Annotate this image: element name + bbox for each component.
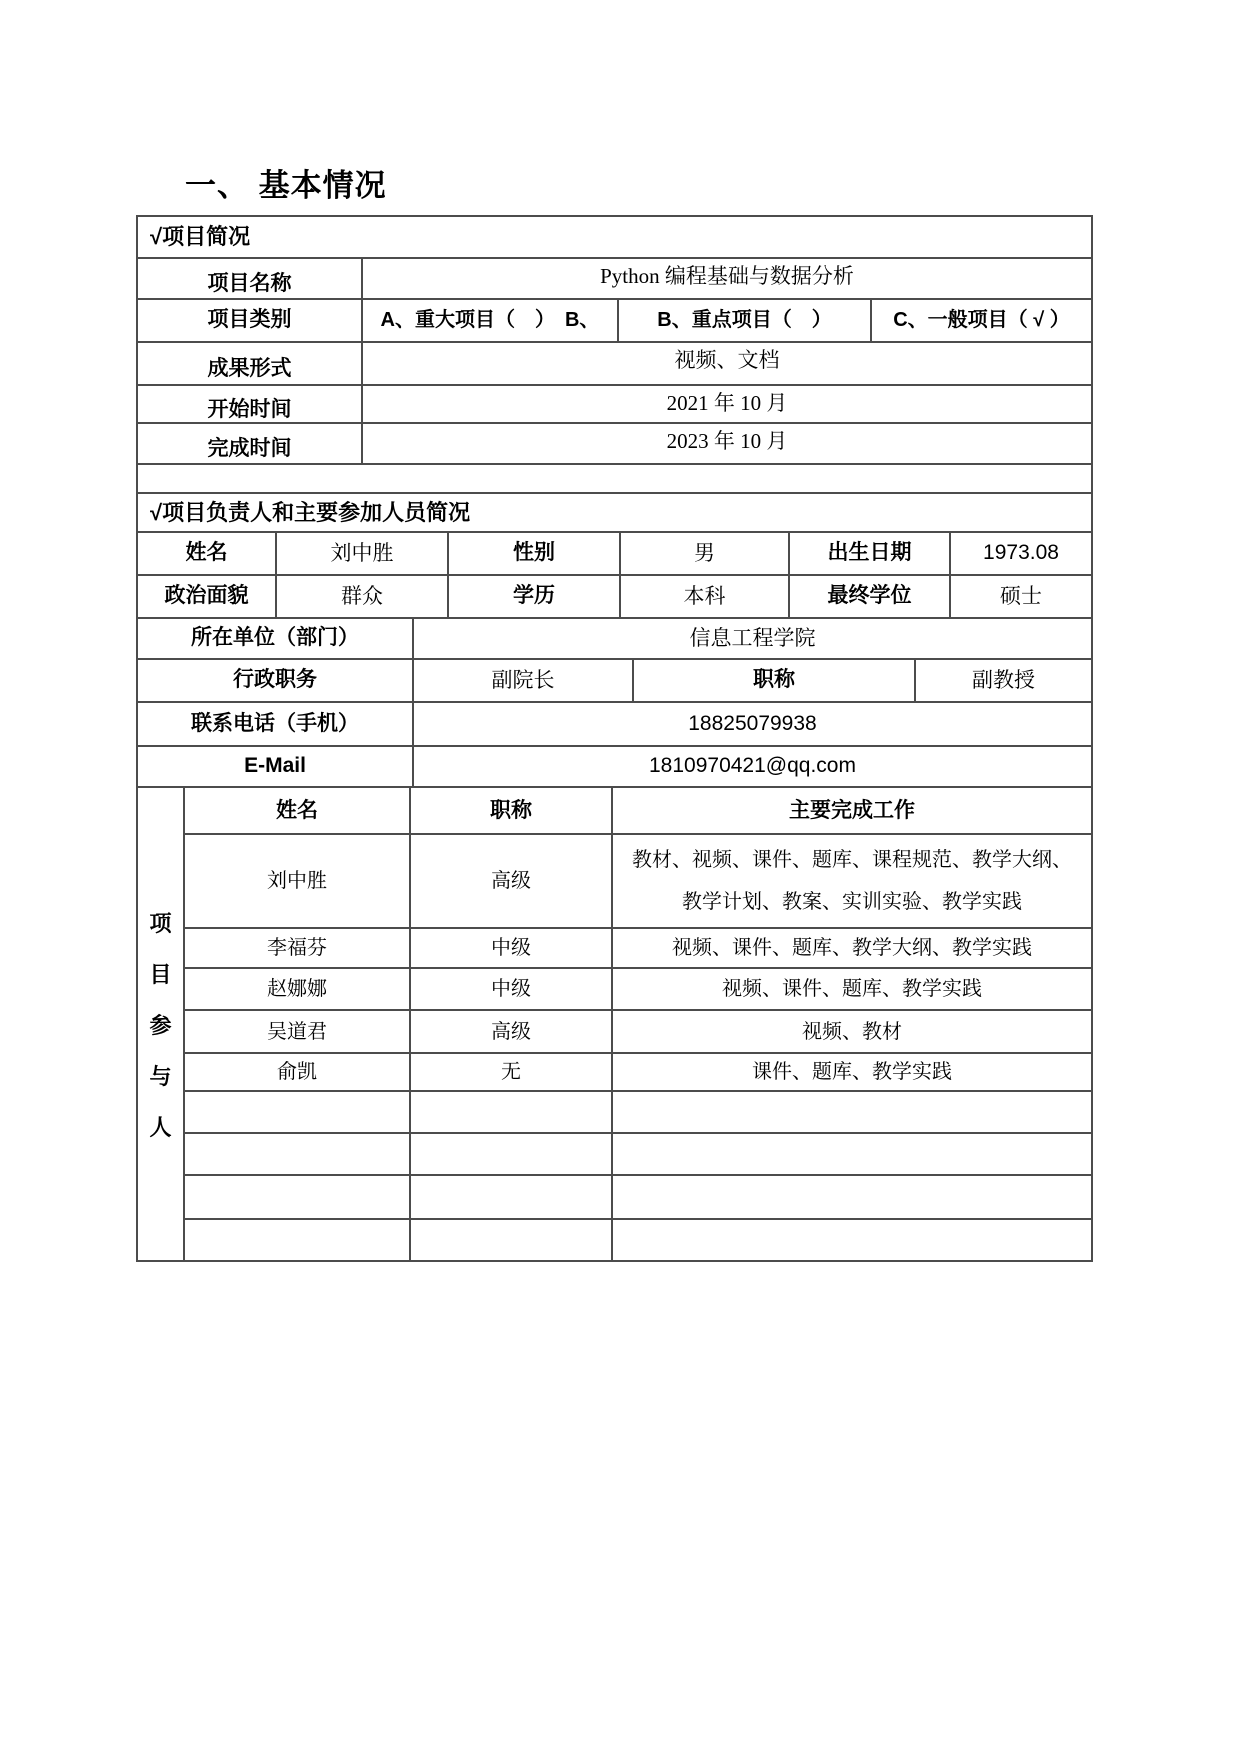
political-status-value: 群众: [275, 576, 447, 617]
admin-position-value: 副院长: [412, 660, 632, 701]
project-category-label: 项目类别: [207, 308, 292, 332]
participant-work: 视频、课件、题库、教学实践: [611, 969, 1091, 1009]
participant-row-empty: [185, 1218, 1091, 1260]
participant-row-empty: [185, 1174, 1091, 1218]
participants-header-name: 姓名: [276, 798, 318, 822]
result-form-label: 成果形式: [207, 357, 292, 381]
unit-value: 信息工程学院: [412, 619, 1091, 658]
finish-time-value: 2023 年 10 月: [361, 424, 1091, 463]
email-value: 1810970421@qq.com: [412, 747, 1091, 786]
participant-name: 刘中胜: [267, 870, 327, 892]
education-label: 学历: [447, 576, 619, 617]
participants-header-work: 主要完成工作: [611, 788, 1091, 833]
category-option-b: B、重点项目（ ）: [617, 300, 870, 341]
participant-name: 吴道君: [267, 1020, 327, 1043]
participant-work: 视频、教材: [611, 1011, 1091, 1052]
birthdate-label: 出生日期: [788, 533, 949, 574]
degree-label: 最终学位: [788, 576, 949, 617]
table-row: [138, 298, 1091, 341]
participants-side-label: 项 目 参 与 人: [149, 910, 172, 1140]
participant-title: 高级: [409, 1011, 611, 1052]
participant-work: 视频、课件、题库、教学大纲、教学实践: [611, 929, 1091, 967]
section-header-project-overview: √项目简况: [150, 224, 251, 250]
page-title: 一、 基本情况: [185, 168, 387, 203]
participants-table: [138, 786, 1091, 1260]
spacer-row: [138, 463, 1091, 492]
table-row: [138, 217, 1091, 257]
phone-value: 18825079938: [412, 703, 1091, 745]
table-row: [138, 658, 1091, 701]
table-row: [138, 701, 1091, 745]
table-row: [138, 384, 1091, 422]
admin-position-label: 行政职务: [233, 668, 317, 692]
category-option-a: A、重大项目（ ） B、: [361, 300, 617, 341]
project-name-value: Python 编程基础与数据分析: [361, 259, 1091, 298]
participants-header-title: 职称: [409, 788, 611, 833]
participant-work: 课件、题库、教学实践: [611, 1054, 1091, 1090]
table-row: [138, 617, 1091, 658]
participant-row-empty: [185, 1132, 1091, 1174]
table-row: [138, 492, 1091, 531]
category-option-c: C、一般项目（ √ ）: [870, 300, 1091, 341]
education-value: 本科: [619, 576, 788, 617]
unit-label: 所在单位（部门）: [191, 626, 359, 650]
participant-row-empty: [185, 1090, 1091, 1132]
participant-row: [185, 967, 1091, 1009]
participant-work: 教材、视频、课件、题库、课程规范、教学大纲、 教学计划、教案、实训实验、教学实践: [611, 835, 1091, 927]
participant-title: 高级: [409, 835, 611, 927]
degree-value: 硕士: [949, 576, 1091, 617]
participant-name: 赵娜娜: [267, 978, 327, 1000]
prof-title-label: 职称: [632, 660, 914, 701]
table-row: [138, 574, 1091, 617]
result-form-value: 视频、文档: [361, 343, 1091, 384]
participant-row: [185, 1009, 1091, 1052]
participant-title: 无: [409, 1054, 611, 1090]
table-row: [138, 745, 1091, 786]
participant-row: [185, 927, 1091, 967]
section-header-leader-info: √项目负责人和主要参加人员简况: [150, 499, 471, 525]
political-status-label: 政治面貌: [164, 584, 249, 608]
finish-time-label: 完成时间: [207, 437, 292, 461]
birthdate-value: 1973.08: [949, 533, 1091, 574]
table-row: [138, 257, 1091, 298]
name-value: 刘中胜: [275, 533, 447, 574]
prof-title-value: 副教授: [914, 660, 1091, 701]
basic-info-form: [136, 215, 1093, 1262]
start-time-value: 2021 年 10 月: [361, 386, 1091, 422]
participant-name: 李福芬: [267, 937, 327, 959]
start-time-label: 开始时间: [207, 397, 292, 421]
participant-name: 俞凯: [277, 1061, 317, 1083]
participant-title: 中级: [409, 969, 611, 1009]
email-label: E-Mail: [244, 754, 306, 778]
table-row: [138, 341, 1091, 384]
project-name-label: 项目名称: [207, 272, 292, 296]
name-label: 姓名: [185, 541, 228, 565]
participant-row: [185, 1052, 1091, 1090]
phone-label: 联系电话（手机）: [191, 711, 359, 735]
gender-label: 性别: [447, 533, 619, 574]
participant-title: 中级: [409, 929, 611, 967]
participants-header-row: [185, 788, 1091, 833]
table-row: [138, 422, 1091, 463]
gender-value: 男: [619, 533, 788, 574]
participant-row: [185, 833, 1091, 927]
table-row: [138, 531, 1091, 574]
